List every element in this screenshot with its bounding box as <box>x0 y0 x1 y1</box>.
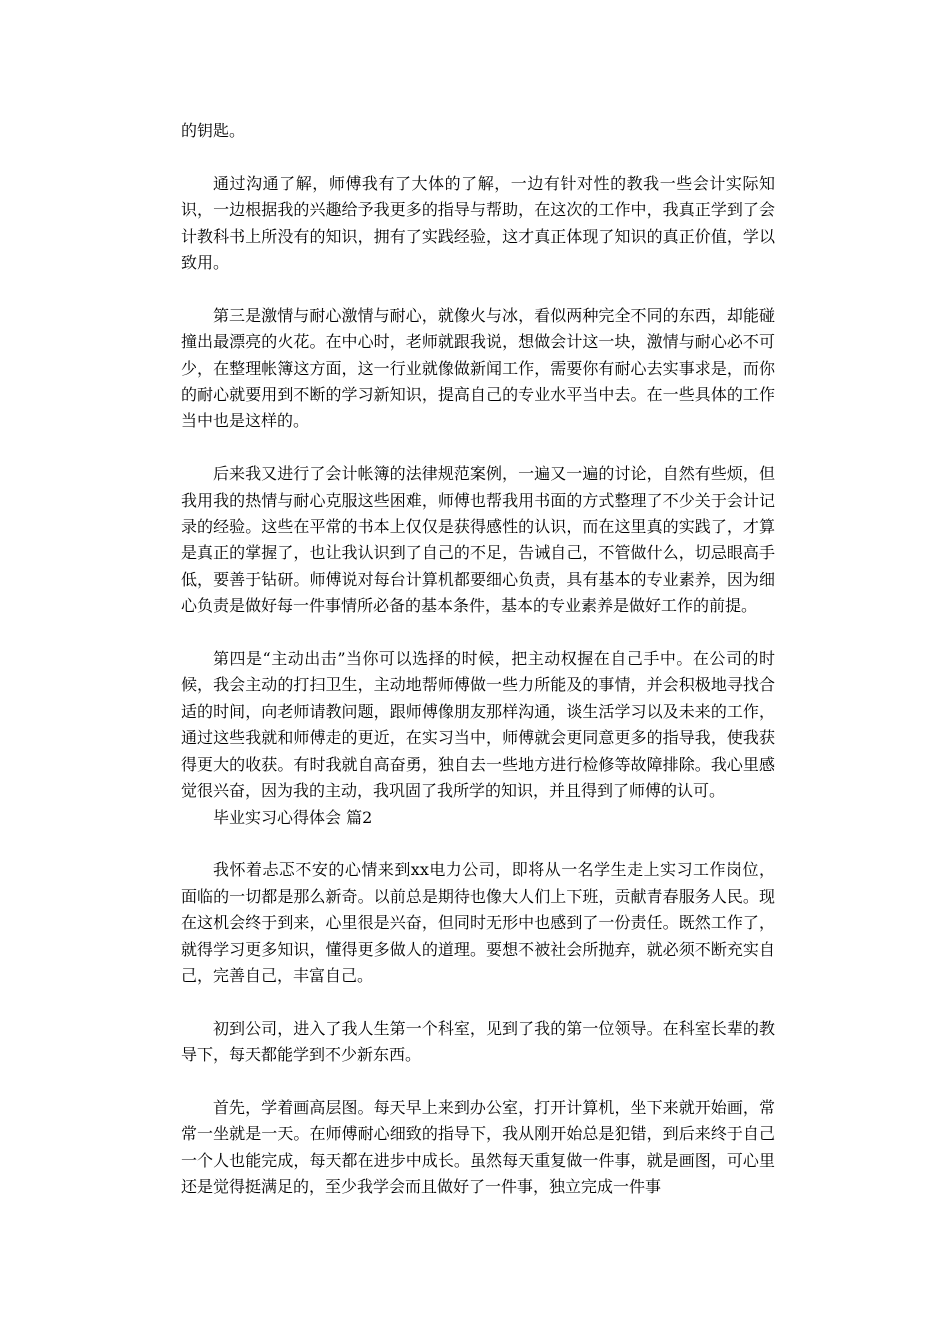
paragraph-1: 的钥匙。 <box>181 121 246 140</box>
paragraph-5: 第四是“主动出击”当你可以选择的时候，把主动权握在自己手中。在公司的时候，我会主动的打扫卫生，主动地帮师傅做一些力所能及的事情，并会积极地寻找合适的时间，向老师请教问题，跟师傅像朋友那样沟通，谈生活学习以及未来的工作，通过这些我就和师傅走的更近，在实习当中，师傅就会更同意更多的指导我，使我获得更大的收获。有时我就自高奋勇，独自去一些地方进行检修等故障排除。我心里感觉很兴奋，因为我的主动，我巩固了我所学的知识，并且得到了师傅的认可。 <box>181 649 775 801</box>
paragraph-4: 后来我又进行了会计帐簿的法律规范案例，一遍又一遍的讨论，自然有些烦，但我用我的热情与耐心克服这些困难，师傅也帮我用书面的方式整理了不少关于会计记录的经验。这些在平常的书本上仅仅是获得感性的认识，而在这里真的实践了，才算是真正的掌握了，也让我认识到了自己的不足，告诫自己，不管做什么，切忌眼高手低，要善于钻研。师傅说对每台计算机都要细心负责，具有基本的专业素养，因为细心负责是做好每一件事情所必备的基本条件，基本的专业素养是做好工作的前提。 <box>181 464 775 616</box>
paragraph-6: 我怀着忐忑不安的心情来到xx电力公司，即将从一名学生走上实习工作岗位，面临的一切都是那么新奇。以前总是期待也像大人们上下班，贡献青春服务人民。现在这机会终于到来，心里很是兴奋，但同时无形中也感到了一份责任。既然工作了，就得学习更多知识，懂得更多做人的道理。要想不被社会所抛弃，就必须不断充实自己，完善自己，丰富自己。 <box>181 860 775 985</box>
paragraph-7: 初到公司，进入了我人生第一个科室，见到了我的第一位领导。在科室长辈的教导下，每天都能学到不少新东西。 <box>181 1018 775 1065</box>
section-heading: 毕业实习心得体会 篇2 <box>213 807 373 827</box>
paragraph-8: 首先，学着画高层图。每天早上来到办公室，打开计算机，坐下来就开始画，常常一坐就是一天。在师傅耐心细致的指导下，我从刚开始总是犯错，到后来终于自己一个人也能完成，每天都在进步中成长。虽然每天重复做一件事，就是画图，可心里还是觉得挺满足的，至少我学会而且做好了一件事，独立完成一件事 <box>181 1097 775 1197</box>
paragraph-2: 通过沟通了解，师傅我有了大体的了解，一边有针对性的教我一些会计实际知识，一边根据我的兴趣给予我更多的指导与帮助，在这次的工作中，我真正学到了会计教科书上所没有的知识，拥有了实践经验，这才真正体现了知识的真正价值，学以致用。 <box>181 173 775 273</box>
paragraph-3: 第三是激情与耐心激情与耐心，就像火与冰，看似两种完全不同的东西，却能碰撞出最漂亮的火花。在中心时，老师就跟我说，想做会计这一块，激情与耐心必不可少，在整理帐簿这方面，这一行业就像做新闻工作，需要你有耐心去实事求是，而你的耐心就要用到不断的学习新知识，提高自己的专业水平当中去。在一些具体的工作当中也是这样的。 <box>181 305 775 431</box>
document-page <box>181 118 775 1201</box>
